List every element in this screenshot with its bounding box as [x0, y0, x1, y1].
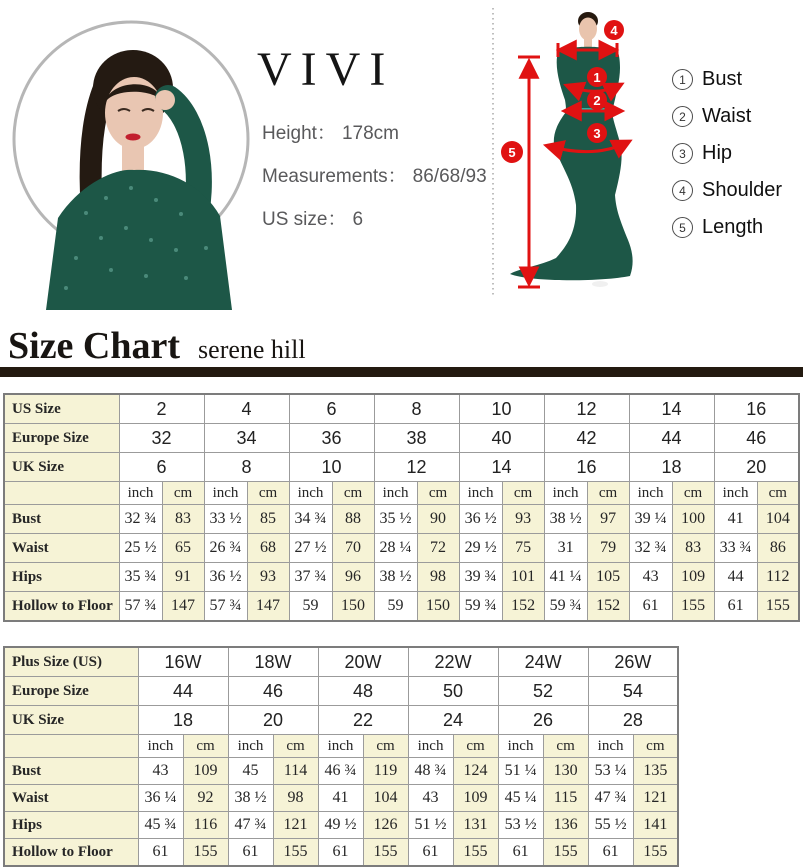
unit-inch-cell: inch — [498, 735, 543, 758]
inch-value-cell: 59 — [374, 592, 417, 622]
inch-value-cell: 51 ¼ — [498, 758, 543, 785]
measurement-row — [4, 785, 678, 812]
inch-value-cell: 36 ¼ — [138, 785, 183, 812]
measurement-row — [4, 563, 799, 592]
inch-value-cell: 41 — [714, 505, 757, 534]
inch-value-cell: 32 ¾ — [119, 505, 162, 534]
measurement-legend — [672, 68, 782, 239]
legend-item-waist — [672, 105, 782, 128]
cm-value-cell: 126 — [363, 812, 408, 839]
legend-label: Shoulder — [702, 179, 783, 201]
cm-value-cell: 93 — [247, 563, 289, 592]
inch-value-cell: 61 — [498, 839, 543, 867]
cm-value-cell: 85 — [247, 505, 289, 534]
unit-cm-cell: cm — [162, 482, 204, 505]
size-cell: 36 — [289, 424, 374, 453]
size-cell: 18 — [138, 706, 228, 735]
model-full-photo — [480, 0, 690, 300]
inch-value-cell: 57 ¾ — [204, 592, 247, 622]
row-label: Plus Size (US) — [4, 647, 138, 677]
size-cell: 26W — [588, 647, 678, 677]
row-label: Europe Size — [4, 677, 138, 706]
cm-value-cell: 155 — [672, 592, 714, 622]
unit-inch-cell: inch — [289, 482, 332, 505]
us-size-label: US size： — [262, 209, 347, 230]
cm-value-cell: 104 — [757, 505, 799, 534]
inch-value-cell: 61 — [138, 839, 183, 867]
cm-value-cell: 65 — [162, 534, 204, 563]
size-row — [4, 647, 678, 677]
size-cell: 12 — [544, 394, 629, 424]
unit-cm-cell: cm — [587, 482, 629, 505]
size-cell: 20 — [228, 706, 318, 735]
row-label: Waist — [4, 534, 119, 563]
cm-value-cell: 115 — [543, 785, 588, 812]
size-cell: 14 — [459, 453, 544, 482]
unit-cm-cell: cm — [183, 735, 228, 758]
size-cell: 46 — [714, 424, 799, 453]
size-cell: 8 — [204, 453, 289, 482]
inch-value-cell: 57 ¾ — [119, 592, 162, 622]
heading-divider-bar — [0, 367, 803, 377]
size-cell: 2 — [119, 394, 204, 424]
cm-value-cell: 155 — [633, 839, 678, 867]
cm-value-cell: 86 — [757, 534, 799, 563]
cm-value-cell: 75 — [502, 534, 544, 563]
size-row — [4, 706, 678, 735]
circled-1-icon: 1 — [672, 69, 693, 90]
cm-value-cell: 70 — [332, 534, 374, 563]
inch-value-cell: 61 — [629, 592, 672, 622]
unit-row — [4, 735, 678, 758]
inch-value-cell: 33 ½ — [204, 505, 247, 534]
unit-cm-cell: cm — [247, 482, 289, 505]
inch-value-cell: 61 — [588, 839, 633, 867]
cm-value-cell: 98 — [273, 785, 318, 812]
unit-cm-cell: cm — [502, 482, 544, 505]
cm-value-cell: 116 — [183, 812, 228, 839]
legend-item-hip — [672, 142, 782, 165]
cm-value-cell: 104 — [363, 785, 408, 812]
cm-value-cell: 101 — [502, 563, 544, 592]
badge-3: 3 — [593, 126, 601, 141]
size-cell: 34 — [204, 424, 289, 453]
inch-value-cell: 47 ¾ — [588, 785, 633, 812]
size-cell: 4 — [204, 394, 289, 424]
cm-value-cell: 155 — [757, 592, 799, 622]
inch-value-cell: 49 ½ — [318, 812, 363, 839]
inch-value-cell: 61 — [228, 839, 273, 867]
unit-inch-cell: inch — [204, 482, 247, 505]
row-label: Hips — [4, 812, 138, 839]
row-label: Hollow to Floor — [4, 839, 138, 867]
cm-value-cell: 136 — [543, 812, 588, 839]
cm-value-cell: 109 — [672, 563, 714, 592]
unit-cm-cell: cm — [633, 735, 678, 758]
row-label: Hollow to Floor — [4, 592, 119, 622]
size-cell: 46 — [228, 677, 318, 706]
size-cell: 18W — [228, 647, 318, 677]
unit-cm-cell: cm — [453, 735, 498, 758]
cm-value-cell: 152 — [502, 592, 544, 622]
inch-value-cell: 55 ½ — [588, 812, 633, 839]
cm-value-cell: 130 — [543, 758, 588, 785]
inch-value-cell: 33 ¾ — [714, 534, 757, 563]
cm-value-cell: 147 — [162, 592, 204, 622]
cm-value-cell: 135 — [633, 758, 678, 785]
inch-value-cell: 53 ¼ — [588, 758, 633, 785]
unit-cm-cell: cm — [363, 735, 408, 758]
inch-value-cell: 43 — [629, 563, 672, 592]
inch-value-cell: 46 ¾ — [318, 758, 363, 785]
inch-value-cell: 26 ¾ — [204, 534, 247, 563]
inch-value-cell: 39 ¼ — [629, 505, 672, 534]
cm-value-cell: 150 — [417, 592, 459, 622]
cm-value-cell: 131 — [453, 812, 498, 839]
size-cell: 22 — [318, 706, 408, 735]
height-value: 178cm — [341, 123, 399, 144]
cm-value-cell: 90 — [417, 505, 459, 534]
measurement-row — [4, 534, 799, 563]
inch-value-cell: 44 — [714, 563, 757, 592]
inch-value-cell: 39 ¾ — [459, 563, 502, 592]
cm-value-cell: 92 — [183, 785, 228, 812]
row-label: UK Size — [4, 453, 119, 482]
size-cell: 12 — [374, 453, 459, 482]
model-info-block — [262, 118, 487, 247]
cm-value-cell: 109 — [453, 785, 498, 812]
size-cell: 42 — [544, 424, 629, 453]
cm-value-cell: 141 — [633, 812, 678, 839]
row-label: Bust — [4, 505, 119, 534]
inch-value-cell: 59 — [289, 592, 332, 622]
unit-inch-cell: inch — [374, 482, 417, 505]
measurement-row — [4, 505, 799, 534]
model-neck — [584, 38, 592, 48]
measurement-diagram — [480, 0, 690, 300]
cm-value-cell: 96 — [332, 563, 374, 592]
inch-value-cell: 41 — [318, 785, 363, 812]
inch-value-cell: 61 — [318, 839, 363, 867]
hand — [155, 90, 175, 110]
inch-value-cell: 35 ¾ — [119, 563, 162, 592]
legend-item-length — [672, 216, 782, 239]
unit-inch-cell: inch — [544, 482, 587, 505]
size-row — [4, 453, 799, 482]
page-title: Size Chart — [8, 325, 181, 367]
size-cell: 6 — [119, 453, 204, 482]
size-cell: 54 — [588, 677, 678, 706]
cm-value-cell: 98 — [417, 563, 459, 592]
height-label: Height： — [262, 123, 336, 144]
cm-value-cell: 114 — [273, 758, 318, 785]
inch-value-cell: 36 ½ — [459, 505, 502, 534]
legend-item-shoulder — [672, 179, 782, 202]
unit-inch-cell: inch — [138, 735, 183, 758]
model-height-line — [262, 118, 487, 145]
unit-row — [4, 482, 799, 505]
inch-value-cell: 29 ½ — [459, 534, 502, 563]
size-cell: 10 — [289, 453, 374, 482]
row-label: UK Size — [4, 706, 138, 735]
row-label: Waist — [4, 785, 138, 812]
standard-size-table — [3, 393, 800, 622]
size-cell: 18 — [629, 453, 714, 482]
cm-value-cell: 68 — [247, 534, 289, 563]
cm-value-cell: 100 — [672, 505, 714, 534]
cm-value-cell: 155 — [363, 839, 408, 867]
cm-value-cell: 93 — [502, 505, 544, 534]
measurement-row — [4, 758, 678, 785]
cm-value-cell: 124 — [453, 758, 498, 785]
size-cell: 16W — [138, 647, 228, 677]
unit-row-label — [4, 482, 119, 505]
row-label: US Size — [4, 394, 119, 424]
lips — [126, 134, 141, 141]
inch-value-cell: 43 — [138, 758, 183, 785]
model-portrait-photo — [6, 18, 256, 318]
size-cell: 48 — [318, 677, 408, 706]
measurements-label: Measurements： — [262, 166, 407, 187]
model-us-size-line — [262, 204, 487, 231]
cm-value-cell: 88 — [332, 505, 374, 534]
cm-value-cell: 121 — [633, 785, 678, 812]
unit-cm-cell: cm — [757, 482, 799, 505]
section-heading — [8, 324, 306, 368]
portrait-illustration — [6, 18, 256, 318]
cm-value-cell: 121 — [273, 812, 318, 839]
unit-inch-cell: inch — [629, 482, 672, 505]
unit-inch-cell: inch — [408, 735, 453, 758]
inch-value-cell: 27 ½ — [289, 534, 332, 563]
unit-inch-cell: inch — [318, 735, 363, 758]
legend-label: Length — [702, 216, 764, 238]
us-size-value: 6 — [352, 209, 364, 230]
inch-value-cell: 45 ¾ — [138, 812, 183, 839]
size-cell: 52 — [498, 677, 588, 706]
measurement-row — [4, 592, 799, 622]
size-cell: 38 — [374, 424, 459, 453]
inch-value-cell: 38 ½ — [544, 505, 587, 534]
cm-value-cell: 97 — [587, 505, 629, 534]
size-cell: 10 — [459, 394, 544, 424]
inch-value-cell: 32 ¾ — [629, 534, 672, 563]
unit-inch-cell: inch — [714, 482, 757, 505]
size-cell: 20 — [714, 453, 799, 482]
row-label: Hips — [4, 563, 119, 592]
size-cell: 8 — [374, 394, 459, 424]
cm-value-cell: 79 — [587, 534, 629, 563]
unit-cm-cell: cm — [332, 482, 374, 505]
unit-cm-cell: cm — [672, 482, 714, 505]
unit-inch-cell: inch — [588, 735, 633, 758]
legend-label: Waist — [702, 105, 752, 127]
size-cell: 32 — [119, 424, 204, 453]
inch-value-cell: 38 ½ — [374, 563, 417, 592]
model-face — [579, 18, 597, 41]
size-row — [4, 677, 678, 706]
inch-value-cell: 28 ¼ — [374, 534, 417, 563]
inch-value-cell: 43 — [408, 785, 453, 812]
inch-value-cell: 35 ½ — [374, 505, 417, 534]
cm-value-cell: 72 — [417, 534, 459, 563]
measurement-row — [4, 839, 678, 867]
size-cell: 14 — [629, 394, 714, 424]
unit-row-label — [4, 735, 138, 758]
cm-value-cell: 155 — [453, 839, 498, 867]
unit-cm-cell: cm — [417, 482, 459, 505]
inch-value-cell: 31 — [544, 534, 587, 563]
badge-1: 1 — [593, 70, 601, 85]
cm-value-cell: 155 — [543, 839, 588, 867]
legend-label: Hip — [702, 142, 733, 164]
row-label: Europe Size — [4, 424, 119, 453]
plus-size-table — [3, 646, 679, 867]
cm-value-cell: 109 — [183, 758, 228, 785]
circled-3-icon: 3 — [672, 143, 693, 164]
badge-5: 5 — [508, 145, 516, 160]
size-cell: 44 — [629, 424, 714, 453]
size-cell: 28 — [588, 706, 678, 735]
measurement-row — [4, 812, 678, 839]
inch-value-cell: 61 — [408, 839, 453, 867]
size-cell: 50 — [408, 677, 498, 706]
size-row — [4, 424, 799, 453]
size-cell: 26 — [498, 706, 588, 735]
inch-value-cell: 34 ¾ — [289, 505, 332, 534]
inch-value-cell: 38 ½ — [228, 785, 273, 812]
size-cell: 20W — [318, 647, 408, 677]
size-cell: 40 — [459, 424, 544, 453]
size-row — [4, 394, 799, 424]
page-subtitle: serene hill — [198, 335, 306, 364]
legend-item-bust — [672, 68, 782, 91]
unit-cm-cell: cm — [273, 735, 318, 758]
cm-value-cell: 119 — [363, 758, 408, 785]
model-shoe — [592, 281, 608, 287]
row-label: Bust — [4, 758, 138, 785]
size-cell: 24W — [498, 647, 588, 677]
unit-inch-cell: inch — [228, 735, 273, 758]
size-cell: 16 — [544, 453, 629, 482]
cm-value-cell: 155 — [183, 839, 228, 867]
inch-value-cell: 47 ¾ — [228, 812, 273, 839]
inch-value-cell: 45 ¼ — [498, 785, 543, 812]
circled-5-icon: 5 — [672, 217, 693, 238]
cm-value-cell: 105 — [587, 563, 629, 592]
cm-value-cell: 155 — [273, 839, 318, 867]
size-cell: 6 — [289, 394, 374, 424]
cm-value-cell: 83 — [162, 505, 204, 534]
cm-value-cell: 147 — [247, 592, 289, 622]
size-cell: 44 — [138, 677, 228, 706]
inch-value-cell: 41 ¼ — [544, 563, 587, 592]
inch-value-cell: 37 ¾ — [289, 563, 332, 592]
unit-inch-cell: inch — [459, 482, 502, 505]
inch-value-cell: 53 ½ — [498, 812, 543, 839]
inch-value-cell: 61 — [714, 592, 757, 622]
unit-inch-cell: inch — [119, 482, 162, 505]
cm-value-cell: 112 — [757, 563, 799, 592]
circled-4-icon: 4 — [672, 180, 693, 201]
badge-4: 4 — [610, 23, 618, 38]
brand-title: VIVI — [257, 43, 395, 96]
badge-2: 2 — [593, 93, 601, 108]
inch-value-cell: 51 ½ — [408, 812, 453, 839]
inch-value-cell: 59 ¾ — [544, 592, 587, 622]
legend-label: Bust — [702, 68, 743, 90]
measurements-value: 86/68/93 — [412, 166, 487, 187]
cm-value-cell: 150 — [332, 592, 374, 622]
circled-2-icon: 2 — [672, 106, 693, 127]
cm-value-cell: 152 — [587, 592, 629, 622]
size-cell: 16 — [714, 394, 799, 424]
cm-value-cell: 83 — [672, 534, 714, 563]
model-measurements-line — [262, 161, 487, 188]
inch-value-cell: 48 ¾ — [408, 758, 453, 785]
inch-value-cell: 45 — [228, 758, 273, 785]
cm-value-cell: 91 — [162, 563, 204, 592]
size-cell: 22W — [408, 647, 498, 677]
size-cell: 24 — [408, 706, 498, 735]
inch-value-cell: 25 ½ — [119, 534, 162, 563]
inch-value-cell: 36 ½ — [204, 563, 247, 592]
unit-cm-cell: cm — [543, 735, 588, 758]
inch-value-cell: 59 ¾ — [459, 592, 502, 622]
